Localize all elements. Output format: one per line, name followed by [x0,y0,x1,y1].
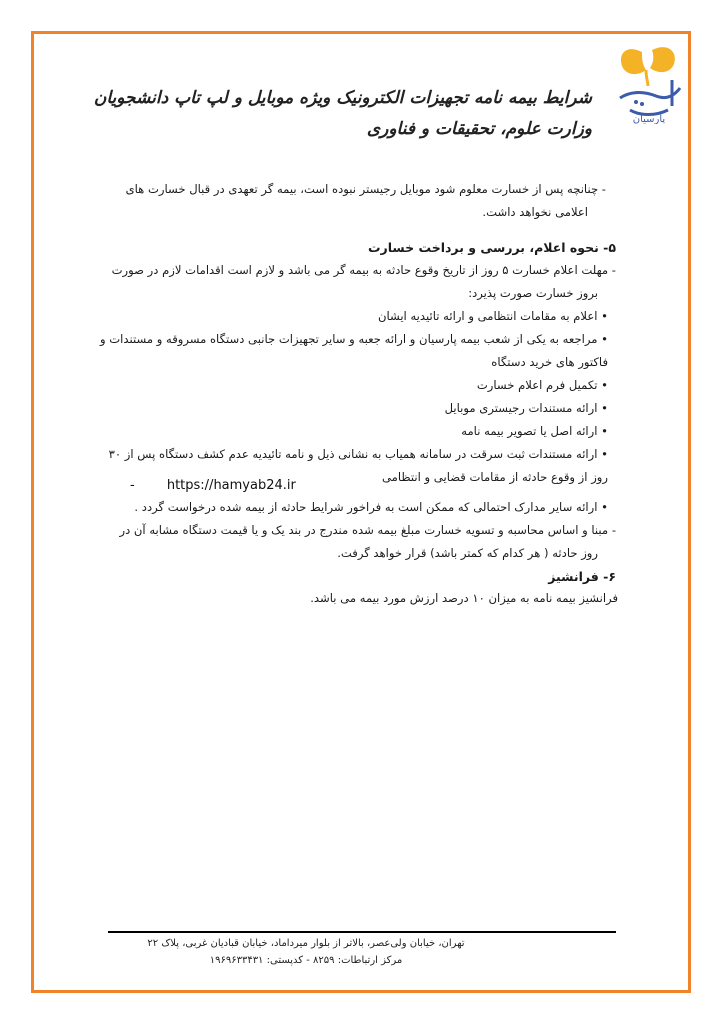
parsian-logo [612,40,686,124]
url-dash: - [130,478,135,493]
bullet-other-docs: • ارائه سایر مدارک احتمالی که ممکن است به فراخور شرایط حادثه از بیمه شده درخواست گردد . [134,500,608,514]
parsian-leaf-logo-icon [612,40,686,124]
section-5-para-2-line-1: - مبنا و اساس محاسبه و تسویه خسارت مبلغ بیمه شده مندرج در بند یک و یا قیمت دستگاه مشابه آن در [119,523,616,537]
document-title: شرایط بیمه نامه تجهیزات الکترونیک ویژه موبایل و لپ تاپ دانشجویان [93,88,592,108]
logo-text: پارسیان [632,114,666,124]
intro-line-2: اعلامی نخواهد داشت. [482,205,588,219]
section-6-heading: ۶- فرانشیز [548,569,616,584]
document-subtitle: وزارت علوم، تحقیقات و فناوری [366,119,592,139]
section-5-para-2-line-2: روز حادثه ( هر کدام که کمتر باشد) قرار خواهد گرفت. [337,546,598,560]
hamyab-url-row [130,478,296,493]
bullet-policy-copy: • ارائه اصل یا تصویر بیمه نامه [461,424,608,438]
section-5-heading: ۵- نحوه اعلام، بررسی و برداخت خسارت [367,240,616,255]
bullet-theft-report-line-1: • ارائه مستندات ثبت سرقت در سامانه همیاب به نشانی ذیل و نامه تائیدیه عدم کشف دستگاه پس از ۳۰ [108,447,608,461]
bullet-theft-report-line-2: روز از وقوع حادثه از مقامات قضایی و انتظامی [381,470,608,484]
footer-contact: مرکز ارتباطات: ۸۲۵۹ - کدپستی: ۱۹۶۹۶۳۳۴۳۱ [209,955,403,966]
footer-address: تهران، خیابان ولی‌عصر، بالاتر از بلوار میرداماد، خیابان قبادیان غربی، پلاک ۲۲ [147,938,465,949]
bullet-claim-form: • تکمیل فرم اعلام خسارت [476,378,608,392]
bullet-branch-visit-line-2: فاکتور های خرید دستگاه [491,355,608,369]
intro-line-1: - چنانچه پس از خسارت معلوم شود موبایل رجیستر نبوده است، بیمه گر تعهدی در قبال خسارت های [125,182,606,196]
section-6-text: فرانشیز بیمه نامه به میزان ۱۰ درصد ارزش مورد بیمه می باشد. [310,591,618,605]
hamyab-link[interactable]: https://hamyab24.ir [166,478,296,493]
bullet-registry-docs: • ارائه مستندات رجیستری موبایل [444,401,608,415]
section-5-para-1-line-1: - مهلت اعلام خسارت ۵ روز از تاریخ وقوع حادثه به بیمه گر می باشد و لازم است اقدامات لازم در صورت [111,263,616,277]
section-5-para-1-line-2: بروز خسارت صورت پذیرد: [468,286,598,300]
bullet-branch-visit-line-1: • مراجعه به یکی از شعب بیمه پارسیان و ارائه جعبه و سایر تجهیزات جانبی دستگاه مسروقه و مستندات و [99,332,608,346]
footer-divider [108,931,616,933]
bullet-police-report: • اعلام به مقامات انتظامی و ارائه تائیدیه ایشان [377,309,608,323]
